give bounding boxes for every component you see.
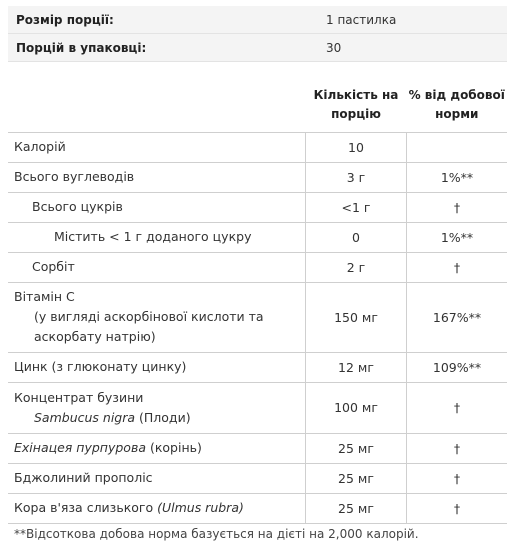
elderberry-name: Концентрат бузини <box>14 389 144 405</box>
nutrition-table <box>8 80 507 524</box>
servings-per-container-label: Порцій в упаковці: <box>8 34 326 62</box>
amount-header-line2: порцію <box>331 106 381 121</box>
serving-info-table <box>8 6 507 62</box>
nutrient-name: Всього цукрів <box>8 192 306 222</box>
servings-per-container-row <box>8 34 507 62</box>
nutrient-dv: † <box>407 463 508 493</box>
echinacea-part: (корінь) <box>145 440 202 455</box>
serving-size-value: 1 пастилка <box>326 6 507 34</box>
nutrient-amount: <1 г <box>306 192 407 222</box>
nutrient-dv: † <box>407 493 508 523</box>
nutrient-dv: 1%** <box>407 222 508 252</box>
nutrient-amount: 25 мг <box>306 433 407 463</box>
table-row <box>8 433 507 463</box>
nutrient-name: Цинк (з глюконату цинку) <box>8 352 306 382</box>
nutrient-name: Всього вуглеводів <box>8 162 306 192</box>
nutrient-name <box>8 493 306 523</box>
nutrient-amount: 150 мг <box>306 282 407 352</box>
table-row <box>8 222 507 252</box>
serving-size-label: Розмір порції: <box>8 6 326 34</box>
amount-header-line1: Кількість на <box>313 87 399 102</box>
nutrient-amount: 25 мг <box>306 493 407 523</box>
nutrient-amount: 3 г <box>306 162 407 192</box>
elm-name: Кора в'яза слизького <box>14 500 158 515</box>
nutrient-dv: † <box>407 252 508 282</box>
nutrient-amount: 12 мг <box>306 352 407 382</box>
amount-column-header <box>306 80 407 132</box>
table-row <box>8 463 507 493</box>
nutrient-amount: 0 <box>306 222 407 252</box>
nutrient-amount: 25 мг <box>306 463 407 493</box>
table-row <box>8 132 507 162</box>
vitamin-c-source-line1: (у вигляді аскорбінової кислоти та <box>34 309 264 324</box>
nutrient-amount: 10 <box>306 132 407 162</box>
daily-value-footnote: **Відсоткова добова норма базується на дієті на 2,000 калорій. <box>14 527 419 541</box>
nutrient-name <box>8 433 306 463</box>
nutrient-name: Сорбіт <box>8 252 306 282</box>
elm-latin-name: (Ulmus rubra) <box>157 500 244 515</box>
table-row <box>8 162 507 192</box>
echinacea-name: Ехінацея пурпурова <box>14 440 146 455</box>
nutrient-name <box>8 282 306 352</box>
nutrient-dv: † <box>407 192 508 222</box>
vitamin-c-source-line2: аскорбату натрію) <box>34 329 156 344</box>
nutrient-dv: 1%** <box>407 162 508 192</box>
nutrient-dv <box>407 132 508 162</box>
nutrient-amount: 100 мг <box>306 382 407 433</box>
table-row <box>8 252 507 282</box>
dv-column-header <box>407 80 508 132</box>
nutrient-name: Калорій <box>8 132 306 162</box>
nutrient-name: Містить < 1 г доданого цукру <box>8 222 306 252</box>
table-row <box>8 192 507 222</box>
nutrient-amount: 2 г <box>306 252 407 282</box>
nutrient-column-header <box>8 80 306 132</box>
nutrient-name <box>8 382 306 433</box>
nutrient-name: Бджолиний прополіс <box>8 463 306 493</box>
nutrient-dv: 109%** <box>407 352 508 382</box>
servings-per-container-value: 30 <box>326 34 507 62</box>
dv-header-line1: % від добової <box>408 87 505 102</box>
elderberry-latin-name: Sambucus nigra <box>34 409 136 425</box>
nutrient-dv: 167%** <box>407 282 508 352</box>
table-row <box>8 352 507 382</box>
table-row <box>8 493 507 523</box>
nutrient-dv: † <box>407 382 508 433</box>
table-row <box>8 382 507 433</box>
nutrition-header-row <box>8 80 507 132</box>
elderberry-source <box>14 408 305 428</box>
vitamin-c-name: Вітамін C <box>14 289 75 304</box>
nutrient-dv: † <box>407 433 508 463</box>
dv-header-line2: норми <box>435 106 479 121</box>
serving-size-row <box>8 6 507 34</box>
table-row <box>8 282 507 352</box>
elderberry-part: (Плоди) <box>135 409 191 425</box>
